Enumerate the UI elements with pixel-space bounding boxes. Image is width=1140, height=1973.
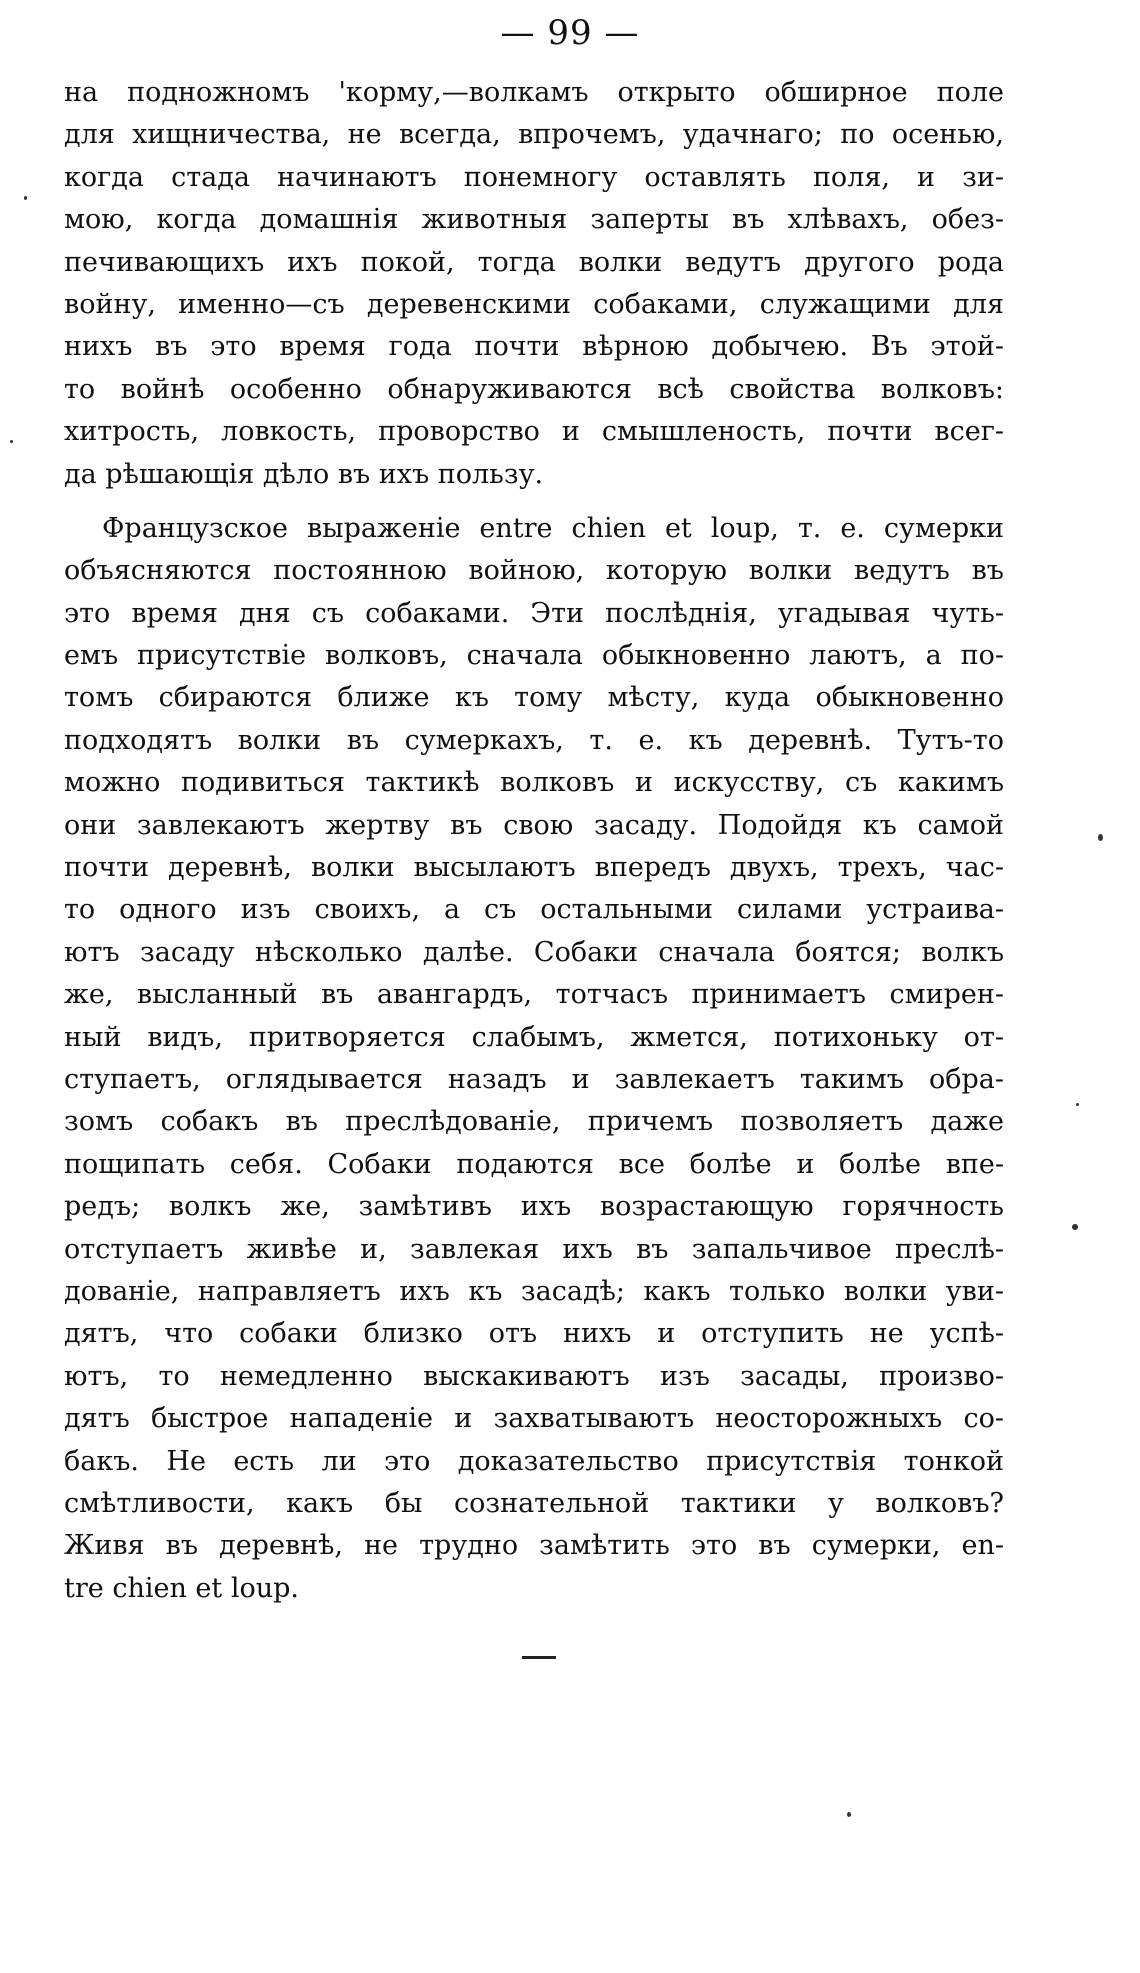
text-line: же, высланный въ авангардъ, тотчасъ принимаетъ смирен- [64,979,1004,1011]
text-line: почти деревнѣ, волки высылаютъ впередъ двухъ, трехъ, час- [64,852,1004,884]
text-line: дованіе, направляетъ ихъ къ засадѣ; какъ только волки уви- [64,1275,1004,1307]
text-line: дятъ быстрое нападеніе и захватываютъ неосторожныхъ со- [64,1403,1004,1435]
text-line: можно подивиться тактикѣ волковъ и искусству, съ какимъ [64,767,1004,799]
paragraph-1 [64,72,1004,496]
print-speck [847,1812,851,1817]
text-line: tre chien et loup. [64,1572,299,1604]
print-speck [1072,1224,1078,1230]
text-line: редъ; волкъ же, замѣтивъ ихъ возрастающую горячность [64,1191,1004,1223]
print-speck [1076,1103,1079,1106]
paragraph-2 [64,508,1004,1610]
text-line: томъ сбираются ближе къ тому мѣсту, куда обыкновенно [64,682,1004,714]
text-line: емъ присутствіе волковъ, сначала обыкновенно лаютъ, а по- [64,640,1004,672]
text-line: когда стада начинаютъ понемногу оставлять поля, и зи- [64,161,1004,193]
print-speck [1098,834,1103,841]
text-line: Французское выраженіе entre chien et loup, т. е. сумерки [102,512,1004,544]
page-number: — 99 — [500,13,640,53]
text-line: для хищничества, не всегда, впрочемъ, удачнаго; по осенью, [64,119,1004,151]
text-line: пощипать себя. Собаки подаются все болѣе и болѣе впе- [64,1148,1004,1180]
text-line: дятъ, что собаки близко отъ нихъ и отступить не успѣ- [64,1318,1004,1350]
text-line: ютъ, то немедленно выскакиваютъ изъ засады, произво- [64,1360,1004,1392]
text-line: зомъ собакъ въ преслѣдованіе, причемъ позволяетъ даже [64,1106,1004,1138]
print-speck [10,440,13,443]
text-line: отступаетъ живѣе и, завлекая ихъ въ запальчивое преслѣ- [64,1233,1004,1265]
text-line: они завлекаютъ жертву въ свою засаду. Подойдя къ самой [64,809,1004,841]
text-line: то одного изъ своихъ, а съ остальными силами устраива- [64,894,1004,926]
text-line: ютъ засаду нѣсколько далѣе. Собаки сначала боятся; волкъ [64,936,1004,968]
text-line: ный видъ, притворяется слабымъ, жмется, потихоньку от- [64,1021,1004,1053]
text-line: войну, именно—съ деревенскими собаками, служащими для [64,288,1004,320]
text-line: нихъ въ это время года почти вѣрною добычею. Въ этой- [64,331,1004,363]
print-speck [24,196,27,200]
text-line: печивающихъ ихъ покой, тогда волки ведутъ другого рода [64,246,1004,278]
text-line: Живя въ деревнѣ, не трудно замѣтить это въ сумерки, en- [64,1530,1004,1562]
text-line: то войнѣ особенно обнаруживаются всѣ свойства волковъ: [64,373,1004,405]
text-line: бакъ. Не есть ли это доказательство присутствія тонкой [64,1445,1004,1477]
text-line: да рѣшающія дѣло въ ихъ пользу. [64,458,544,490]
text-line: это время дня съ собаками. Эти послѣднія, угадывая чуть- [64,597,1004,629]
text-line: мою, когда домашнія животныя заперты въ хлѣвахъ, обез- [64,204,1004,236]
section-end-rule [522,1656,556,1659]
text-line: ступаетъ, оглядывается назадъ и завлекаетъ такимъ обра- [64,1063,1004,1095]
text-line: смѣтливости, какъ бы сознательной тактики у волковъ? [64,1487,1004,1519]
text-line: на подножномъ 'корму,—волкамъ открыто обширное поле [64,77,1004,108]
text-line: объясняются постоянною войною, которую волки ведутъ въ [64,555,1004,587]
body-text [64,72,1004,1610]
text-line: хитрость, ловкость, проворство и смышленость, почти всег- [64,416,1004,448]
text-line: подходятъ волки въ сумеркахъ, т. е. къ деревнѣ. Тутъ-то [64,724,1004,756]
